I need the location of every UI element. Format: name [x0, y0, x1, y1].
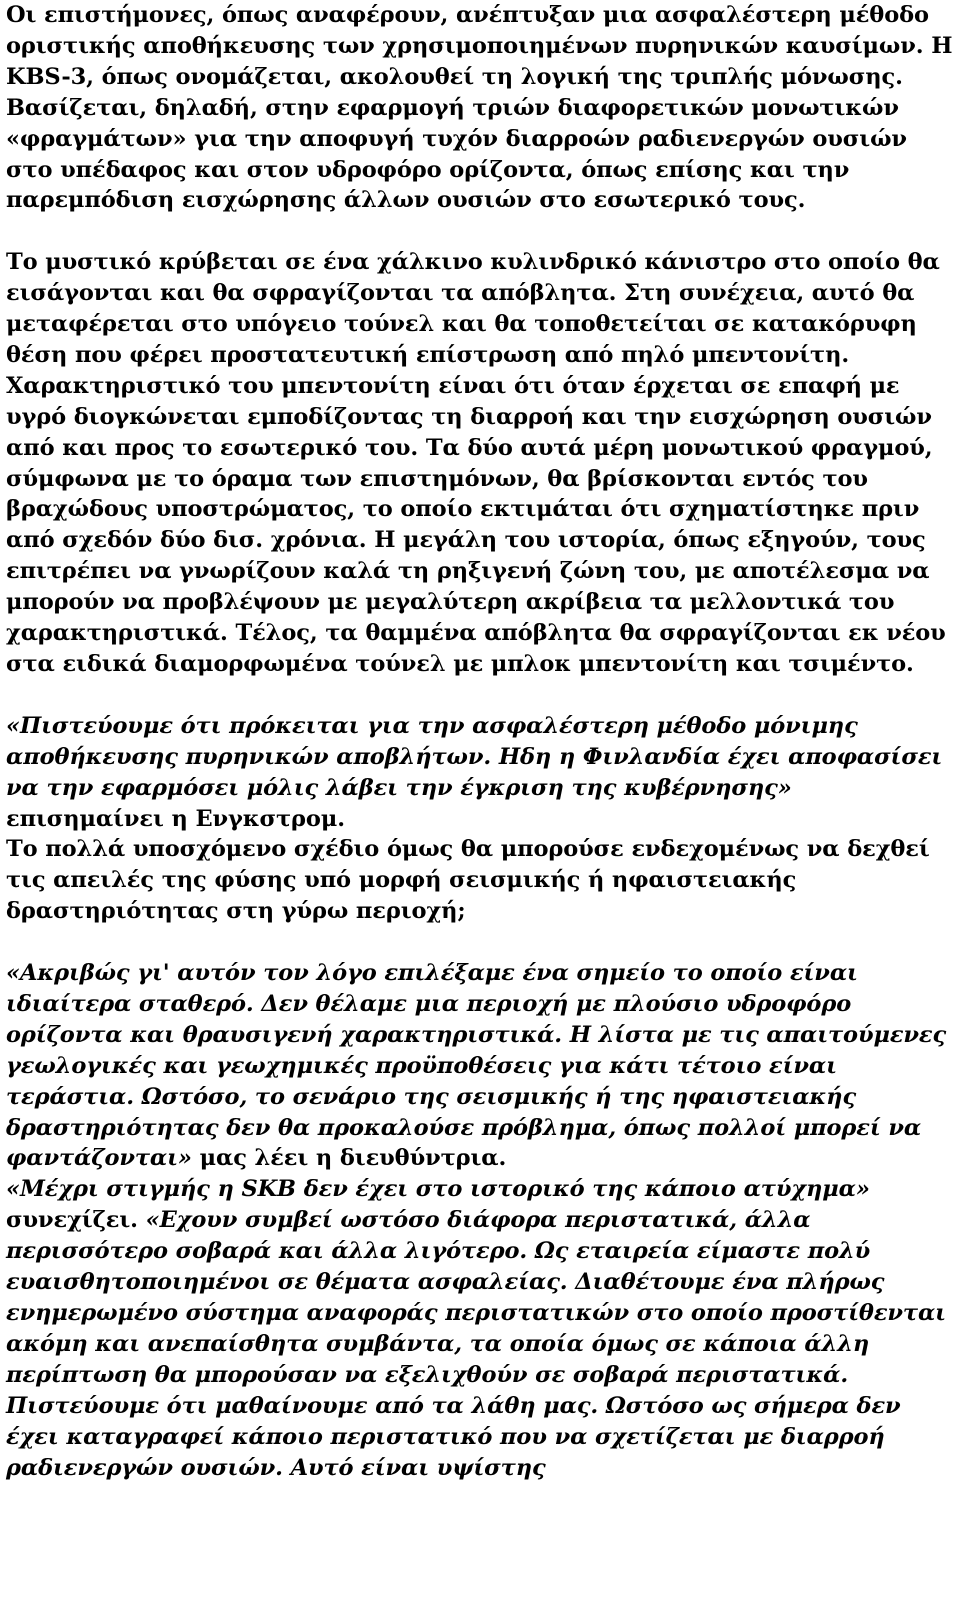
quote-attribution-continues: συνεχίζει. [6, 1207, 146, 1234]
paragraph-copper-canister: Το μυστικό κρύβεται σε ένα χάλκινο κυλινδρικό κάνιστρο στο οποίο θα εισάγονται και θα σφραγίζονται τα απόβλητα. Στη συνέχεια, αυτό θα μεταφέρεται στο υπόγειο τούνελ και θα τοποθετείται σε κατακόρυφη θέση που φέρει προστατευτική επίστρωση από πηλό μπεντονίτη. Χαρακτηριστικό του μπεντονίτη είναι ότι όταν έρχεται σε επαφή με υγρό διογκώνεται εμποδίζοντας τη διαρροή και την εισχώρηση ουσιών από και προς το εσωτερικό του. Τα δύο αυτά μέρη μονωτικού φραγμού, σύμφωνα με το όραμα των επιστημόνων, θα βρίσκονται εντός του βραχώδους υποστρώματος, το οποίο εκτιμάται ότι σχηματίστηκε πριν από σχεδόν δύο δισ. χρόνια. Η μεγάλη του ιστορία, όπως εξηγούν, τους επιτρέπει να γνωρίζουν καλά τη ρηξιγενή ζώνη του, με αποτέλεσμα να μπορούν να προβλέψουν με μεγαλύτερη ακρίβεια τα μελλοντικά του χαρακτηριστικά. Τέλος, τα θαμμένα απόβλητα θα σφραγίζονται εκ νέου στα ειδικά διαμορφωμένα τούνελ με μπλοκ μπεντονίτη και τσιμέντο. [6, 249, 946, 678]
paragraph-gap [6, 927, 954, 958]
paragraph-safety-record [6, 1174, 954, 1483]
paragraph-kbs3-intro: Οι επιστήμονες, όπως αναφέρουν, ανέπτυξαν μια ασφαλέστερη μέθοδο οριστικής αποθήκευσης των χρησιμοποιημένων πυρηνικών καυσίμων. Η KBS-3, όπως ονομάζεται, ακολουθεί τη λογική της τριπλής μόνωσης. Βασίζεται, δηλαδή, στην εφαρμογή τριών διαφορετικών μονωτικών «φραγμάτων» για την αποφυγή τυχόν διαρροών ραδιενεργών ουσιών στο υπέδαφος και στον υδροφόρο ορίζοντα, όπως επίσης και την παρεμπόδιση εισχώρησης άλλων ουσιών στο εσωτερικό τους. [6, 2, 953, 214]
paragraph-gap [6, 216, 954, 247]
quote-no-accident: «Μέχρι στιγμής η SKB δεν έχει στο ιστορικό της κάποιο ατύχημα» [6, 1176, 870, 1203]
quote-attribution-director: μας λέει η διευθύντρια. [191, 1145, 507, 1172]
paragraph-director-answer [6, 958, 954, 1174]
quote-attribution-engstrom: επισημαίνει η Ενγκστρομ. [6, 805, 345, 832]
article-body [6, 0, 954, 1483]
quote-stable-site: «Ακριβώς γι' αυτόν τον λόγο επιλέξαμε ένα σημείο το οποίο είναι ιδιαίτερα σταθερό. Δεν θέλαμε μια περιοχή με πλούσιο υδροφόρο ορίζοντα και θραυσιγενή χαρακτηριστικά. Η λίστα με τις απαιτούμενες γεωλογικές και γεωχημικές προϋποθέσεις για κάτι τέτοιο είναι τεράστια. Ωστόσο, το σενάριο της σεισμικής ή της ηφαιστειακής δραστηριότητας δεν θα προκαλούσε πρόβλημα, όπως πολλοί μπορεί να φαντάζονται» [6, 960, 947, 1172]
paragraph-engstrom-quote [6, 711, 954, 835]
quote-incident-reporting: «Εχουν συμβεί ωστόσο διάφορα περιστατικά, άλλα περισσότερο σοβαρά και άλλα λιγότερο. Ως εταιρεία είμαστε πολύ ευαισθητοποιημένοι σε θέματα ασφαλείας. Διαθέτουμε ένα πλήρως ενημερωμένο σύστημα αναφοράς περιστατικών στο οποίο προστίθενται ακόμη και ανεπαίσθητα συμβάντα, τα οποία όμως σε κάποια άλλη περίπτωση θα μπορούσαν να εξελιχθούν σε σοβαρά περιστατικά. Πιστεύουμε ότι μαθαίνουμε από τα λάθη μας. Ωστόσο ως σήμερα δεν έχει καταγραφεί κάποιο περιστατικό που να σχετίζεται με διαρροή ραδιενεργών ουσιών. Αυτό είναι υψίστης [6, 1207, 946, 1481]
paragraph-interviewer-question: Το πολλά υποσχόμενο σχέδιο όμως θα μπορούσε ενδεχομένως να δεχθεί τις απειλές της φύσης υπό μορφή σεισμικής ή ηφαιστειακής δραστηριότητας στη γύρω περιοχή; [6, 836, 930, 925]
paragraph-gap [6, 680, 954, 711]
quote-safest-method: «Πιστεύουμε ότι πρόκειται για την ασφαλέστερη μέθοδο μόνιμης αποθήκευσης πυρηνικών αποβλήτων. Ηδη η Φινλανδία έχει αποφασίσει να την εφαρμόσει μόλις λάβει την έγκριση της κυβέρνησης» [6, 712, 943, 801]
